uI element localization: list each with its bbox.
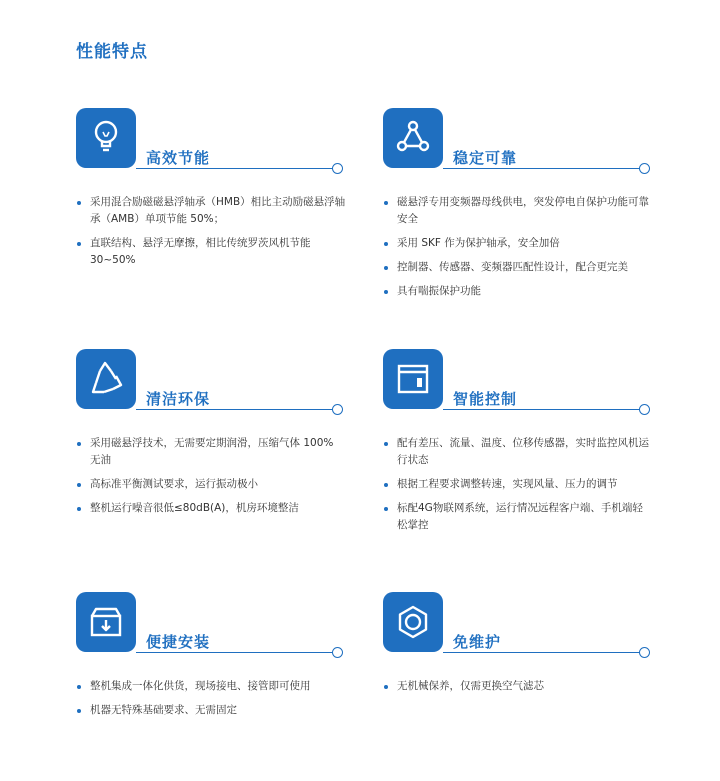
underline-end-dot <box>332 647 343 658</box>
bullet-item: 高标准平衡测试要求，运行振动极小 <box>76 476 346 493</box>
bullet-item: 标配4G物联网系统，运行情况远程客户端、手机端轻松掌控 <box>383 500 653 534</box>
bullet-item: 配有差压、流量、温度、位移传感器，实时监控风机运行状态 <box>383 435 653 469</box>
title-underline <box>443 409 643 410</box>
triangle-network-icon <box>383 108 443 168</box>
title-underline <box>136 652 336 653</box>
underline-end-dot <box>332 163 343 174</box>
feature-bullets <box>76 194 346 276</box>
feature-title: 便捷安装 <box>146 633 211 651</box>
title-underline <box>443 652 643 653</box>
bullet-item: 整机集成一体化供货，现场接电、接管即可使用 <box>76 678 346 695</box>
bullet-item: 无机械保养，仅需更换空气滤芯 <box>383 678 653 695</box>
title-underline <box>443 168 643 169</box>
underline-end-dot <box>639 647 650 658</box>
underline-end-dot <box>332 404 343 415</box>
bullet-item: 机器无特殊基础要求、无需固定 <box>76 702 346 719</box>
bullet-item: 整机运行噪音很低≤80dB(A)，机房环境整洁 <box>76 500 346 517</box>
bullet-item: 采用 SKF 作为保护轴承，安全加倍 <box>383 235 653 252</box>
bullet-item: 直联结构、悬浮无摩擦，相比传统罗茨风机节能 30~50% <box>76 235 346 269</box>
bullet-item: 采用磁悬浮技术，无需要定期润滑，压缩气体 100% 无油 <box>76 435 346 469</box>
title-underline <box>136 409 336 410</box>
bullet-item: 采用混合励磁磁悬浮轴承（HMB）相比主动励磁悬浮轴承（AMB）单项节能 50%； <box>76 194 346 228</box>
title-underline <box>136 168 336 169</box>
underline-end-dot <box>639 163 650 174</box>
feature-bullets <box>383 194 653 307</box>
bullet-item: 根据工程要求调整转速，实现风量、压力的调节 <box>383 476 653 493</box>
feature-title: 智能控制 <box>453 390 518 408</box>
hex-nut-icon <box>383 592 443 652</box>
recycle-icon <box>76 349 136 409</box>
control-panel-icon <box>383 349 443 409</box>
bullet-item: 磁悬浮专用变频器母线供电，突发停电自保护功能可靠安全 <box>383 194 653 228</box>
page-title: 性能特点 <box>76 42 148 62</box>
feature-bullets <box>383 435 653 541</box>
underline-end-dot <box>639 404 650 415</box>
feature-title: 高效节能 <box>146 149 211 167</box>
feature-title: 免维护 <box>453 633 502 651</box>
feature-title: 稳定可靠 <box>453 149 518 167</box>
feature-bullets <box>76 435 346 524</box>
lightbulb-icon <box>76 108 136 168</box>
feature-bullets <box>76 678 346 726</box>
package-download-icon <box>76 592 136 652</box>
feature-bullets <box>383 678 653 702</box>
bullet-item: 控制器、传感器、变频器匹配性设计，配合更完美 <box>383 259 653 276</box>
bullet-item: 具有喘振保护功能 <box>383 283 653 300</box>
feature-title: 清洁环保 <box>146 390 211 408</box>
